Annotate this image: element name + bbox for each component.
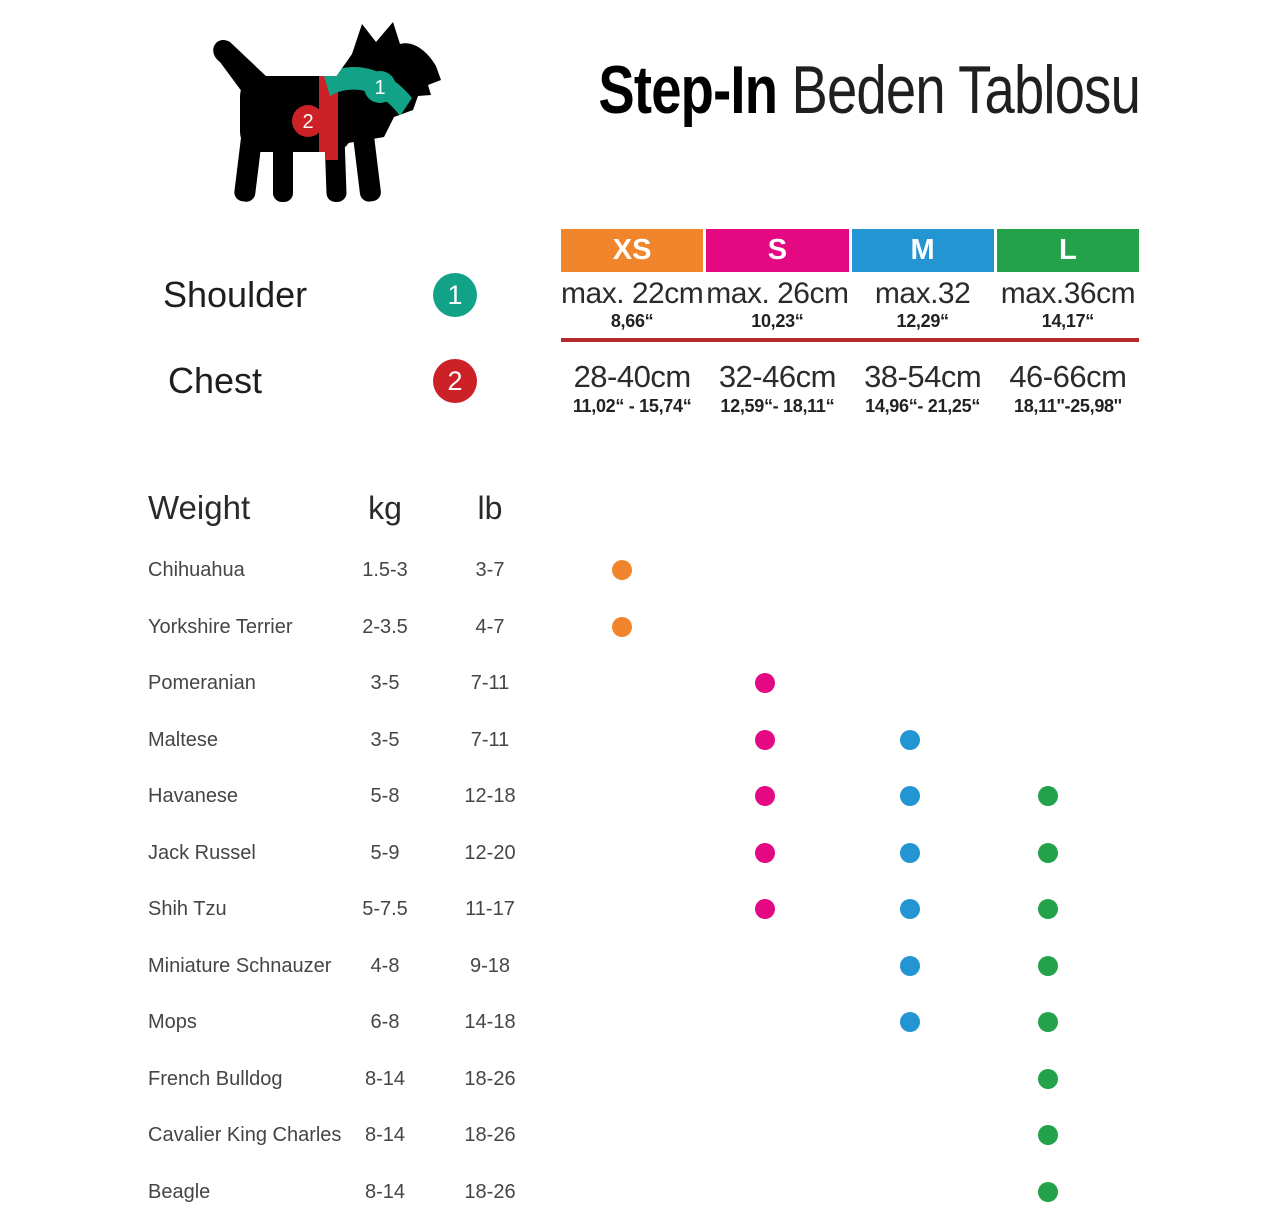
weight-lb-value: 18-26 <box>464 1180 516 1203</box>
chest-marker-number: 2 <box>302 111 314 133</box>
weight-kg-value: 8-14 <box>364 1124 406 1146</box>
breed-name: Maltese <box>148 728 219 751</box>
page-title-bold: Step-In <box>598 52 778 128</box>
size-dot-l <box>1038 786 1058 806</box>
size-dot-l <box>1038 1125 1058 1145</box>
breed-name: Pomeranian <box>148 672 256 694</box>
size-header-m: M <box>852 229 994 272</box>
size-dot-m <box>900 786 920 806</box>
shoulder-cm-s: max. 26cm <box>706 277 849 310</box>
size-header-s: S <box>706 229 848 272</box>
breed-name: Havanese <box>148 785 239 807</box>
breed-name: Miniature Schnauzer <box>148 954 332 977</box>
weight-lb-value: 9-18 <box>469 954 511 977</box>
chest-label: Chest <box>168 360 263 401</box>
weight-kg-value: 6-8 <box>370 1011 400 1033</box>
chest-inch-xs: 11,02“ - 15,74“ <box>572 396 692 416</box>
chest-cm-l: 46-66cm <box>1009 359 1127 394</box>
size-dot-l <box>1038 1182 1058 1202</box>
weight-kg-value: 8-14 <box>364 1067 406 1090</box>
shoulder-inch-m: 12,29“ <box>896 311 949 331</box>
shoulder-values-row <box>561 277 1139 333</box>
shoulder-value-s <box>706 277 848 333</box>
table-row <box>0 1107 1280 1164</box>
table-row <box>0 825 1280 882</box>
chest-value-xs <box>561 359 703 418</box>
table-row <box>0 712 1280 769</box>
shoulder-value-xs <box>561 277 703 333</box>
breed-name: Beagle <box>148 1180 211 1203</box>
table-row <box>0 768 1280 825</box>
chest-value-s <box>706 359 848 418</box>
size-dot-s <box>755 786 775 806</box>
chest-inch-m: 14,96“- 21,25“ <box>865 396 981 416</box>
size-dot-l <box>1038 843 1058 863</box>
weight-lb-value: 3-7 <box>475 559 505 581</box>
shoulder-value-m <box>852 277 994 333</box>
weight-kg-value: 3-5 <box>370 672 400 694</box>
page-title-light: Beden Tablosu <box>791 52 1140 128</box>
size-dot-l <box>1038 899 1058 919</box>
weight-lb-value: 12-20 <box>464 841 516 864</box>
breed-name: Chihuahua <box>148 559 245 581</box>
weight-lb-value: 14-18 <box>464 1011 516 1033</box>
shoulder-marker-number: 1 <box>374 77 386 99</box>
table-row <box>0 1051 1280 1108</box>
size-dot-m <box>900 843 920 863</box>
size-dot-s <box>755 730 775 750</box>
weight-kg-value: 5-7.5 <box>362 898 408 920</box>
shoulder-cm-m: max.32 <box>874 277 971 310</box>
weight-lb-value: 4-7 <box>475 615 505 638</box>
weight-header-label: Weight <box>148 489 251 526</box>
weight-kg-value: 3-5 <box>370 728 400 751</box>
table-row <box>0 881 1280 938</box>
shoulder-label: Shoulder <box>163 274 308 315</box>
shoulder-inch-xs: 8,66“ <box>610 311 654 331</box>
breed-name: French Bulldog <box>148 1067 283 1090</box>
chest-marker-legend: 2 <box>433 359 477 403</box>
dog-harness-illustration <box>190 10 470 230</box>
weight-lb-value: 7-11 <box>470 728 510 751</box>
page-title <box>598 52 1140 128</box>
kg-header-label: kg <box>368 490 402 526</box>
weight-table-header <box>0 484 1280 532</box>
size-dot-s <box>755 673 775 693</box>
table-row <box>0 599 1280 656</box>
chest-values-row <box>561 359 1139 418</box>
weight-kg-value: 2-3.5 <box>362 615 408 638</box>
weight-lb-value: 12-18 <box>464 785 516 807</box>
chest-value-l <box>997 359 1139 418</box>
size-header-xs: XS <box>561 229 703 272</box>
weight-kg-value: 4-8 <box>370 954 400 977</box>
weight-lb-value: 7-11 <box>470 672 510 694</box>
size-dot-s <box>755 899 775 919</box>
dog-leg <box>233 119 264 203</box>
lb-header-label: lb <box>477 490 503 526</box>
table-row <box>0 994 1280 1051</box>
chest-value-m <box>852 359 994 418</box>
shoulder-cm-l: max.36cm <box>1000 277 1136 310</box>
size-dot-m <box>900 899 920 919</box>
size-dot-l <box>1038 956 1058 976</box>
dog-leg <box>273 122 293 202</box>
size-dot-xs <box>612 560 632 580</box>
size-dot-l <box>1038 1012 1058 1032</box>
weight-kg-value: 5-9 <box>370 841 400 864</box>
size-header-l: L <box>997 229 1139 272</box>
weight-kg-value: 8-14 <box>364 1180 406 1203</box>
table-row <box>0 938 1280 995</box>
breed-name: Cavalier King Charles <box>148 1124 342 1146</box>
breed-name: Yorkshire Terrier <box>148 615 293 638</box>
weight-lb-value: 18-26 <box>464 1124 516 1146</box>
chest-cm-m: 38-54cm <box>864 359 982 394</box>
size-header-row <box>561 229 1139 272</box>
size-dot-m <box>900 956 920 976</box>
chest-inch-s: 12,59“- 18,11“ <box>720 396 835 416</box>
table-row <box>0 542 1280 599</box>
chest-cm-s: 32-46cm <box>718 359 836 394</box>
shoulder-inch-s: 10,23“ <box>751 311 804 331</box>
chest-inch-l: 18,11''-25,98'' <box>1014 396 1122 416</box>
breed-name: Shih Tzu <box>148 898 227 920</box>
size-dot-xs <box>612 617 632 637</box>
shoulder-marker-legend: 1 <box>433 273 477 317</box>
shoulder-cm-xs: max. 22cm <box>561 277 704 310</box>
size-dot-l <box>1038 1069 1058 1089</box>
size-dot-m <box>900 730 920 750</box>
weight-kg-value: 5-8 <box>370 785 400 807</box>
table-row <box>0 655 1280 712</box>
size-dot-s <box>755 843 775 863</box>
weight-lb-value: 11-17 <box>465 898 515 920</box>
size-dot-m <box>900 1012 920 1032</box>
weight-lb-value: 18-26 <box>464 1067 516 1090</box>
shoulder-value-l <box>997 277 1139 333</box>
divider-line <box>561 338 1139 342</box>
breed-name: Mops <box>148 1011 197 1033</box>
chest-cm-xs: 28-40cm <box>573 359 691 394</box>
breed-name: Jack Russel <box>148 841 256 864</box>
size-table <box>561 229 1139 429</box>
table-row <box>0 1164 1280 1214</box>
weight-kg-value: 1.5-3 <box>362 559 408 581</box>
shoulder-inch-l: 14,17“ <box>1041 311 1094 331</box>
